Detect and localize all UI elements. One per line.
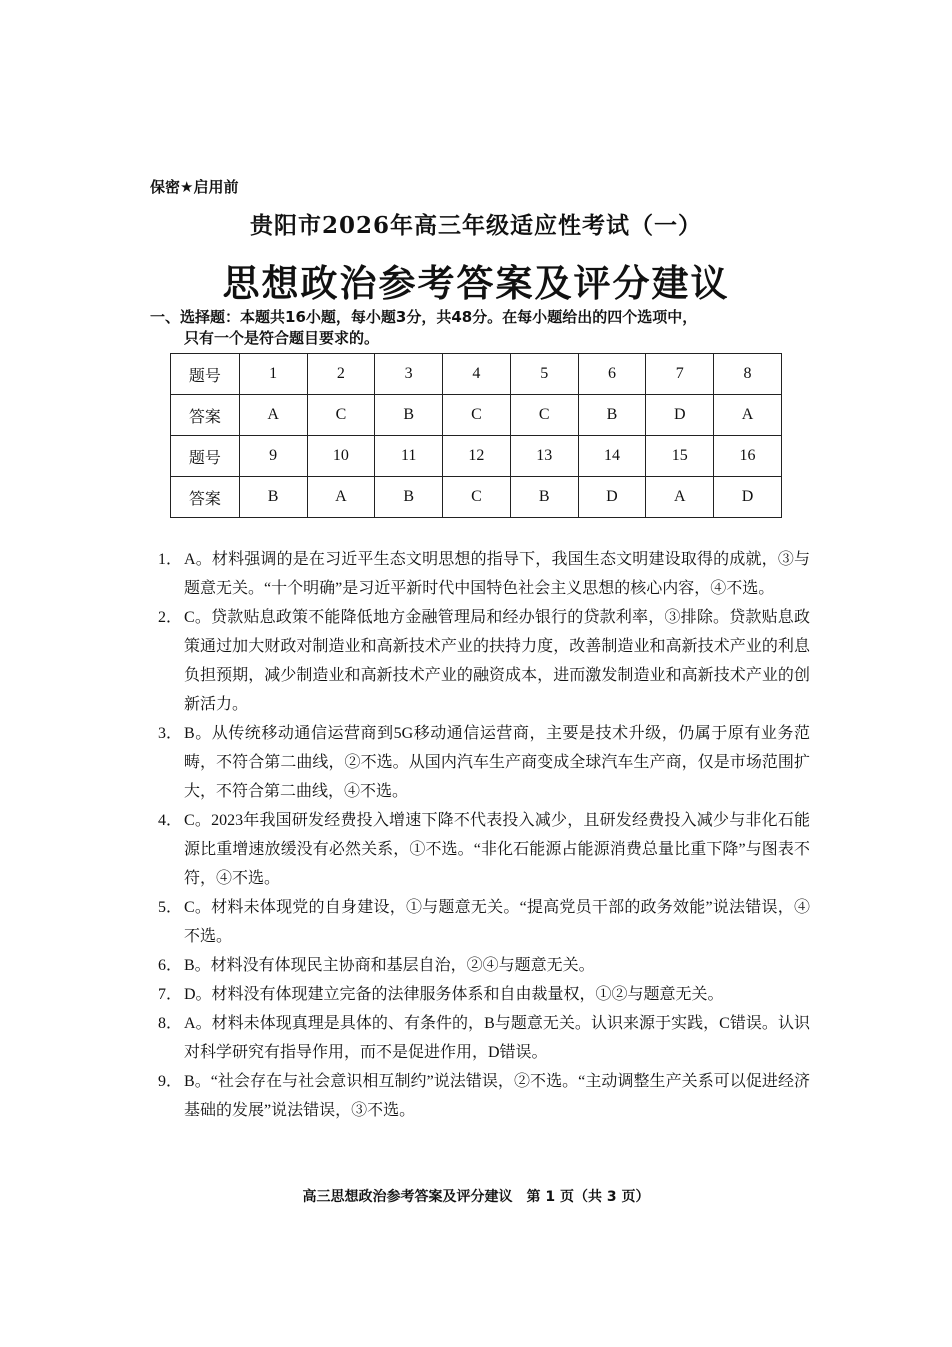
table-cell: D [714, 477, 782, 518]
explanation-number: 5． [158, 899, 183, 916]
table-cell: 12 [443, 436, 511, 477]
table-row-header: 答案 [171, 477, 240, 518]
answer-table [170, 353, 782, 518]
explanation-item [158, 951, 810, 980]
table-cell: C [443, 477, 511, 518]
explanation-item [158, 719, 810, 806]
table-cell: 2 [307, 354, 375, 395]
table-cell: A [239, 395, 307, 436]
explanation-item [158, 1009, 810, 1067]
explanation-text: B。从传统移动通信运营商到5G移动通信运营商，主要是技术升级，仍属于原有业务范畴，不符合第二曲线，②不选。从国内汽车生产商变成全球汽车生产商，仅是市场范围扩大，不符合第二曲线，④不选。 [184, 725, 810, 800]
explanation-number: 2． [158, 609, 183, 626]
table-cell: B [510, 477, 578, 518]
table-cell: 1 [239, 354, 307, 395]
table-cell: 3 [375, 354, 443, 395]
explanation-item [158, 893, 810, 951]
table-cell: 10 [307, 436, 375, 477]
explanation-text: C。材料未体现党的自身建设，①与题意无关。“提高党员干部的政务效能”说法错误，④不选。 [184, 899, 810, 945]
table-cell: 15 [646, 436, 714, 477]
explanation-number: 3． [158, 725, 183, 742]
table-cell: 11 [375, 436, 443, 477]
table-cell: B [239, 477, 307, 518]
table-cell: 13 [510, 436, 578, 477]
table-cell: 9 [239, 436, 307, 477]
table-cell: B [578, 395, 646, 436]
table-cell: 4 [443, 354, 511, 395]
explanation-number: 8． [158, 1015, 183, 1032]
table-row [171, 354, 782, 395]
explanation-number: 6． [158, 957, 183, 974]
table-cell: B [375, 395, 443, 436]
table-cell: C [307, 395, 375, 436]
explanation-text: A。材料未体现真理是具体的、有条件的，B与题意无关。认识来源于实践，C错误。认识对科学研究有指导作用，而不是促进作用，D错误。 [184, 1015, 810, 1061]
explanation-text: C。贷款贴息政策不能降低地方金融管理局和经办银行的贷款利率，③排除。贷款贴息政策通过加大财政对制造业和高新技术产业的扶持力度，改善制造业和高新技术产业的利息负担预期，减少制造业和高新技术产业的融资成本，进而激发制造业和高新技术产业的创新活力。 [184, 609, 810, 713]
explanation-number: 4． [158, 812, 183, 829]
exam-title: 贵阳市2026年高三年级适应性考试（一） [249, 212, 702, 239]
section-heading [150, 307, 810, 349]
page-footer: 高三思想政治参考答案及评分建议 第 1 页（共 3 页） [302, 1189, 650, 1205]
table-cell: B [375, 477, 443, 518]
table-cell: A [307, 477, 375, 518]
table-cell: C [510, 395, 578, 436]
explanation-item [158, 806, 810, 893]
table-cell: D [646, 395, 714, 436]
confidential-label: 保密★启用前 [150, 178, 239, 196]
table-cell: 16 [714, 436, 782, 477]
table-cell: 6 [578, 354, 646, 395]
explanation-text: B。“社会存在与社会意识相互制约”说法错误，②不选。“主动调整生产关系可以促进经济基础的发展”说法错误，③不选。 [184, 1073, 810, 1119]
table-row-header: 答案 [171, 395, 240, 436]
explanation-number: 9． [158, 1073, 183, 1090]
explanations [158, 545, 810, 1125]
table-row-header: 题号 [171, 354, 240, 395]
table-cell: 8 [714, 354, 782, 395]
table-row [171, 477, 782, 518]
explanation-item [158, 603, 810, 719]
explanation-text: C。2023年我国研发经费投入增速下降不代表投入减少，且研发经费投入减少与非化石能源比重增速放缓没有必然关系，①不选。“非化石能源占能源消费总量比重下降”与图表不符，④不选。 [184, 812, 810, 887]
table-row-header: 题号 [171, 436, 240, 477]
table-row [171, 436, 782, 477]
table-row [171, 395, 782, 436]
explanation-text: A。材料强调的是在习近平生态文明思想的指导下，我国生态文明建设取得的成就，③与题意无关。“十个明确”是习近平新时代中国特色社会主义思想的核心内容，④不选。 [184, 551, 810, 597]
explanation-number: 1． [158, 551, 183, 568]
explanation-item [158, 545, 810, 603]
explanation-text: D。材料没有体现建立完备的法律服务体系和自由裁量权，①②与题意无关。 [184, 986, 724, 1003]
table-cell: C [443, 395, 511, 436]
table-cell: 7 [646, 354, 714, 395]
section-heading-line2: 只有一个是符合题目要求的。 [184, 329, 380, 347]
explanation-item [158, 980, 810, 1009]
table-cell: D [578, 477, 646, 518]
table-cell: 14 [578, 436, 646, 477]
section-heading-line1: 一、选择题：本题共16小题，每小题3分，共48分。在每小题给出的四个选项中， [150, 308, 698, 326]
explanation-text: B。材料没有体现民主协商和基层自治，②④与题意无关。 [184, 957, 595, 974]
explanation-number: 7． [158, 986, 183, 1003]
table-cell: A [646, 477, 714, 518]
explanation-item [158, 1067, 810, 1125]
table-cell: 5 [510, 354, 578, 395]
document-title: 思想政治参考答案及评分建议 [222, 261, 730, 305]
table-cell: A [714, 395, 782, 436]
